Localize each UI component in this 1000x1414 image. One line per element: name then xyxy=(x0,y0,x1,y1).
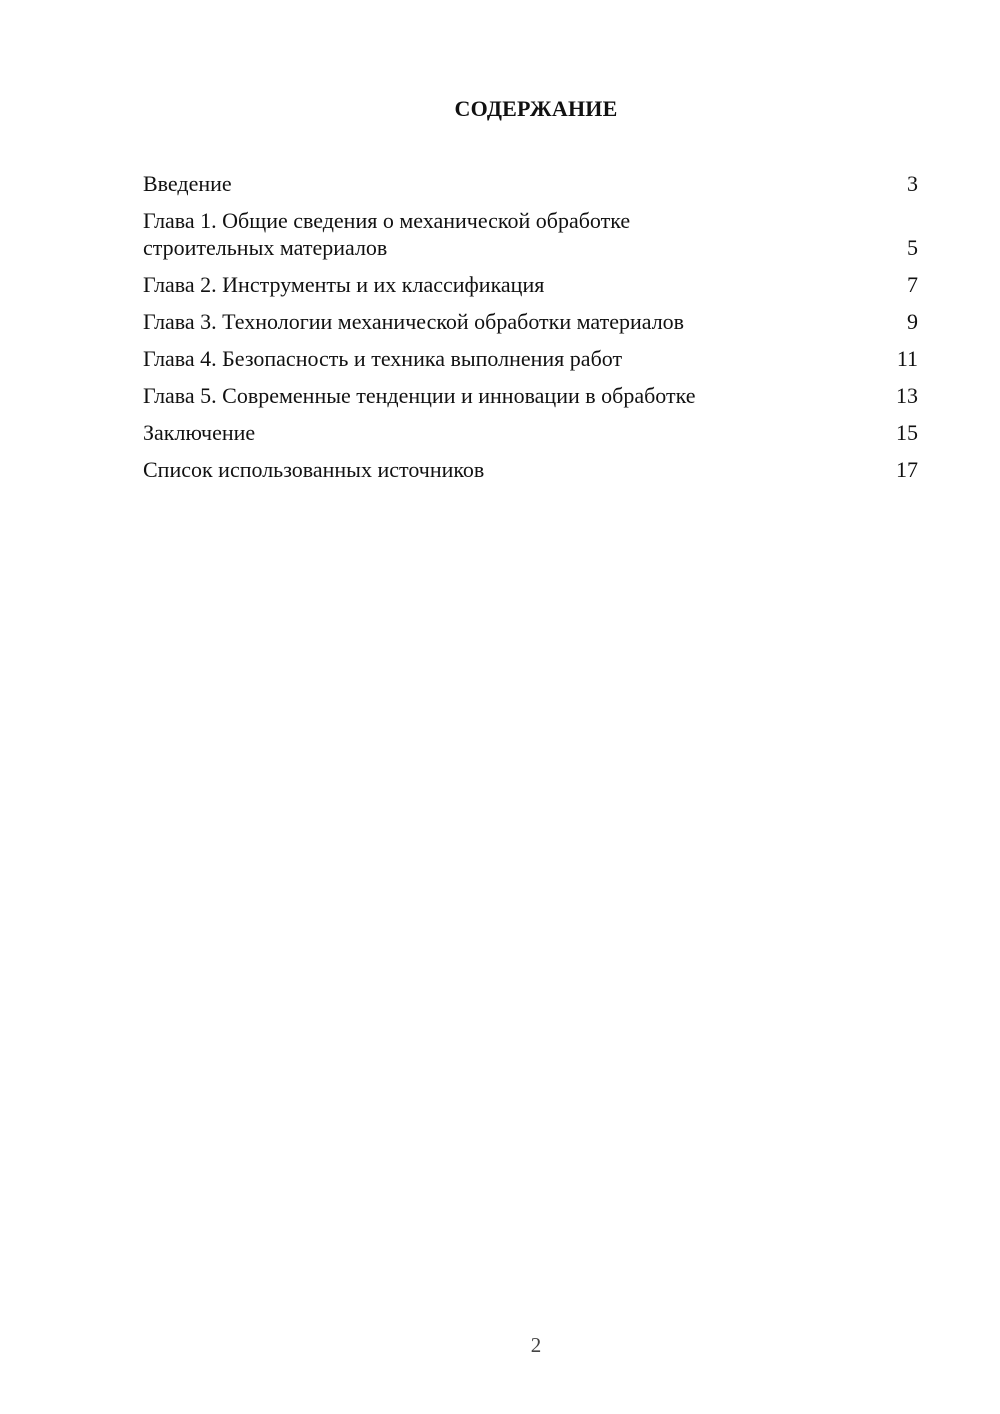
toc-entry xyxy=(143,308,918,335)
toc-entry-line: Глава 1. Общие сведения о механической обработке xyxy=(143,208,631,233)
toc-entry xyxy=(143,345,918,372)
toc-entry-line: Глава 3. Технологии механической обработки материалов xyxy=(143,309,685,334)
toc-entry xyxy=(143,419,918,446)
toc-entry xyxy=(143,456,918,483)
toc-entry xyxy=(143,207,918,261)
toc-entry-page: 11 xyxy=(896,346,918,371)
toc-entry xyxy=(143,271,918,298)
toc-entry-title xyxy=(143,308,918,335)
toc-entry-page: 9 xyxy=(907,309,918,334)
toc-entry xyxy=(143,382,918,409)
toc-entry-page: 7 xyxy=(907,272,918,297)
toc-entry-title xyxy=(143,271,918,298)
toc-entry-title xyxy=(143,170,918,197)
page-title: СОДЕРЖАНИЕ xyxy=(454,96,618,121)
toc-entry-line: Заключение xyxy=(143,420,256,445)
toc-entry-page: 5 xyxy=(907,235,918,260)
toc-entry-line: Глава 5. Современные тенденции и инновации в обработке xyxy=(143,383,696,408)
toc-entry-page: 17 xyxy=(896,457,918,482)
toc-entry xyxy=(143,170,918,197)
toc-entry-title xyxy=(143,419,918,446)
toc-entry-line: строительных материалов xyxy=(143,235,388,260)
page-number: 2 xyxy=(530,1333,542,1357)
toc-entry-title xyxy=(143,207,918,261)
toc-entry-page: 13 xyxy=(896,383,918,408)
toc-entry-title xyxy=(143,345,918,372)
toc-entry-page: 3 xyxy=(907,171,918,196)
toc-entry-line: Введение xyxy=(143,171,232,196)
toc-entry-line: Глава 4. Безопасность и техника выполнения работ xyxy=(143,346,623,371)
toc-entry-line: Список использованных источников xyxy=(143,457,485,482)
table-of-contents xyxy=(143,170,918,493)
toc-entry-line: Глава 2. Инструменты и их классификация xyxy=(143,272,545,297)
toc-entry-title xyxy=(143,382,918,409)
toc-entry-title xyxy=(143,456,918,483)
toc-entry-page: 15 xyxy=(896,420,918,445)
